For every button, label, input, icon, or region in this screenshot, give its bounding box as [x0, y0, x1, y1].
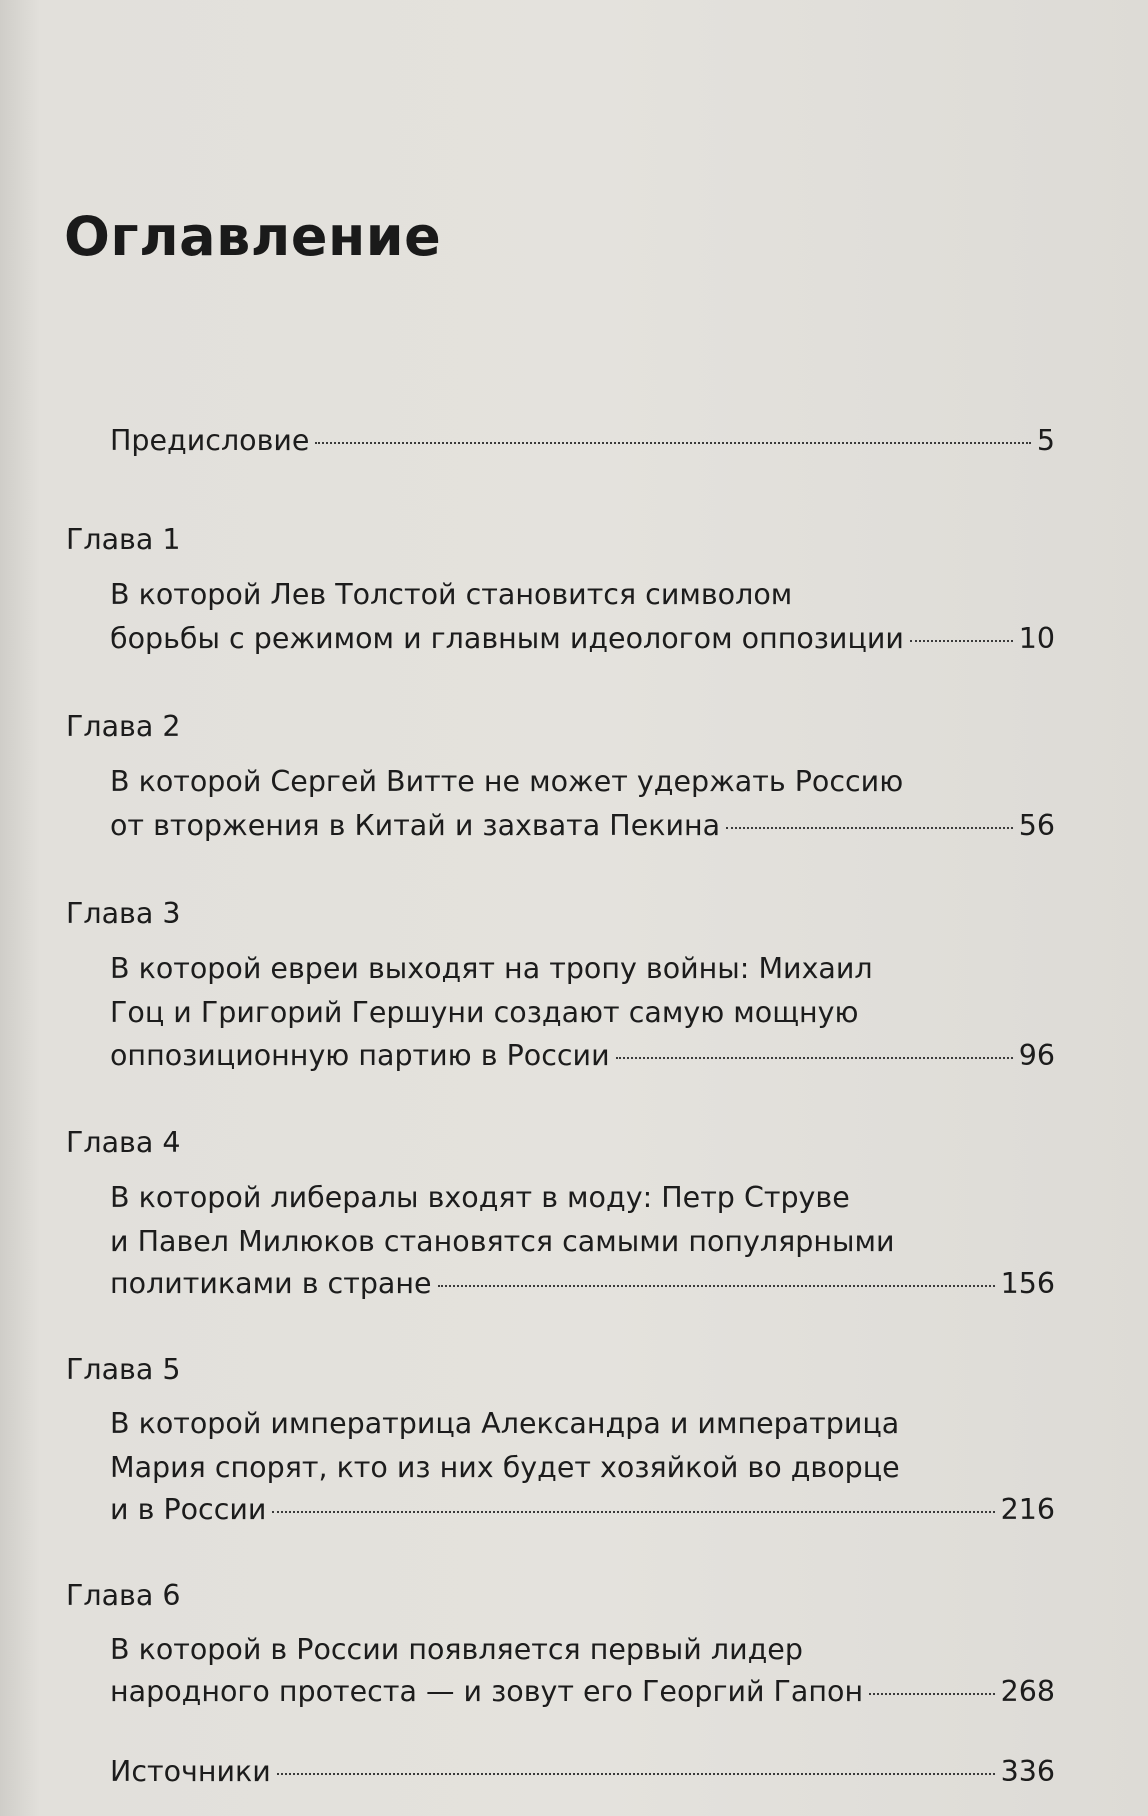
page-number: 5	[1036, 424, 1055, 457]
chapter-5-heading: Глава 5	[66, 1353, 181, 1386]
dot-leader	[277, 1773, 995, 1775]
chapter-3-title-line: В которой евреи выходят на тропу войны: Михаил	[110, 952, 873, 985]
page-number: 56	[1018, 809, 1055, 842]
entry-label: Источники	[110, 1755, 271, 1788]
chapter-2-heading: Глава 2	[66, 710, 181, 743]
toc-entry-preface[interactable]	[110, 420, 1055, 462]
toc-entry-chapter-4[interactable]	[110, 1263, 1055, 1305]
page-number: 10	[1018, 622, 1055, 655]
page-number: 336	[1000, 1755, 1055, 1788]
entry-label: и в России	[110, 1493, 267, 1526]
entry-label: народного протеста — и зовут его Георгий Гапон	[110, 1675, 864, 1708]
toc-entry-chapter-6[interactable]	[110, 1671, 1055, 1713]
dot-leader	[869, 1693, 995, 1695]
page-number: 216	[1000, 1493, 1055, 1526]
entry-label: политиками в стране	[110, 1267, 432, 1300]
page-number: 268	[1000, 1675, 1055, 1708]
chapter-4-heading: Глава 4	[66, 1126, 181, 1159]
chapter-1-heading: Глава 1	[66, 523, 181, 556]
toc-entry-chapter-3[interactable]	[110, 1035, 1055, 1077]
chapter-3-title-line: Гоц и Григорий Гершуни создают самую мощную	[110, 996, 859, 1029]
page-title: Оглавление	[64, 205, 442, 268]
page-number: 156	[1000, 1267, 1055, 1300]
chapter-6-heading: Глава 6	[66, 1579, 181, 1612]
entry-label: Предисловие	[110, 424, 310, 457]
chapter-4-title-line: и Павел Милюков становятся самыми популярными	[110, 1225, 895, 1258]
dot-leader	[910, 640, 1013, 642]
toc-entry-chapter-1[interactable]	[110, 618, 1055, 660]
toc-entry-chapter-5[interactable]	[110, 1489, 1055, 1531]
chapter-6-title-line: В которой в России появляется первый лидер	[110, 1633, 803, 1666]
chapter-4-title-line: В которой либералы входят в моду: Петр Струве	[110, 1181, 850, 1214]
chapter-5-title-line: Мария спорят, кто из них будет хозяйкой во дворце	[110, 1451, 900, 1484]
toc-entry-sources[interactable]	[110, 1751, 1055, 1793]
toc-entry-chapter-2[interactable]	[110, 805, 1055, 847]
page-number: 96	[1018, 1039, 1055, 1072]
entry-label: оппозиционную партию в России	[110, 1039, 610, 1072]
chapter-3-heading: Глава 3	[66, 897, 181, 930]
dot-leader	[726, 827, 1013, 829]
chapter-2-title-line: В которой Сергей Витте не может удержать Россию	[110, 765, 904, 798]
dot-leader	[315, 442, 1030, 444]
dot-leader	[438, 1285, 995, 1287]
dot-leader	[616, 1057, 1013, 1059]
entry-label: от вторжения в Китай и захвата Пекина	[110, 809, 721, 842]
chapter-5-title-line: В которой императрица Александра и императрица	[110, 1407, 900, 1440]
dot-leader	[272, 1511, 994, 1513]
entry-label: борьбы с режимом и главным идеологом оппозиции	[110, 622, 904, 655]
chapter-1-title-line: В которой Лев Толстой становится символом	[110, 578, 793, 611]
